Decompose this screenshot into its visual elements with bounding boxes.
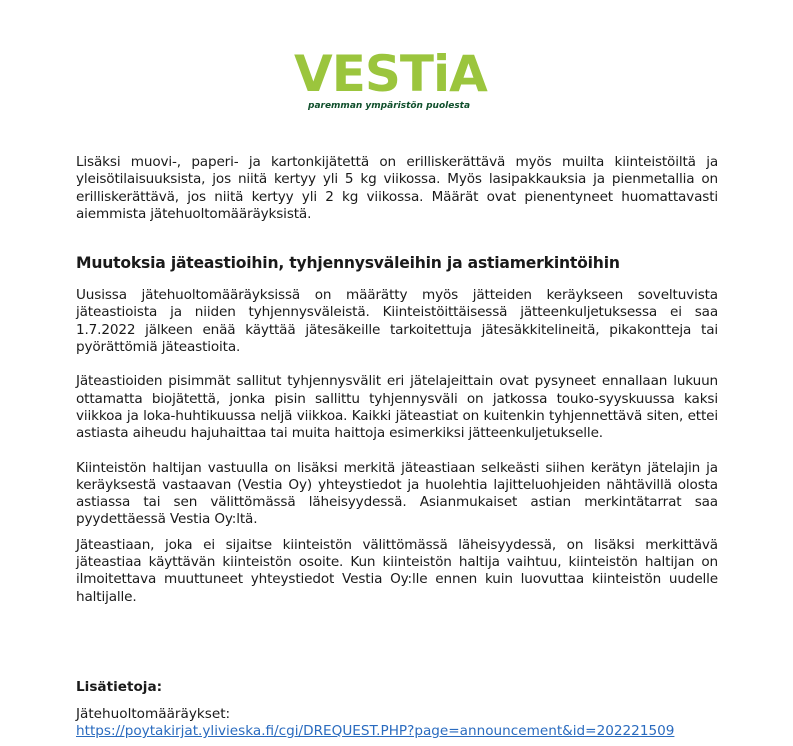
vestia-logo xyxy=(294,45,487,115)
paragraph-container-rules: Uusissa jätehuoltomääräyksissä on määrätty myös jätteiden keräykseen soveltuvista jäteastioista ja niiden tyhjennysväleistä. Kiinteistöittäisessä jätteenkuljetuksessa ei saa 1.7.2022 jälkeen enää käyttää jätesäkeille tarkoitettuja jätesäkkitelineitä, pikakontteja tai pyörättömiä jäteastioita. xyxy=(76,287,718,356)
regulations-link[interactable]: https://poytakirjat.ylivieska.fi/cgi/DREQUEST.PHP?page=announcement&id=202221509 xyxy=(76,723,675,739)
paragraph-recycling-limits: Lisäksi muovi-, paperi- ja kartonkijätettä on erilliskerättävä myös muilta kiinteistöiltä ja yleisötilaisuuksista, jos niitä kertyy yli 5 kg viikossa. Myös lasipakkauksia ja pienmetallia on erilliskerättävä, jos niitä kertyy yli 2 kg viikossa. Määrät ovat pienentyneet huomattavasti aiemmista jätehuoltomääräyksistä. xyxy=(76,154,718,222)
section-heading: Muutoksia jäteastioihin, tyhjennysväleihin ja astiamerkintöihin xyxy=(76,254,620,273)
paragraph-container-labeling: Kiinteistön haltijan vastuulla on lisäksi merkitä jäteastiaan selkeästi siihen kerätyn jätelajin ja keräyksestä vastaavan (Vestia Oy) yhteystiedot ja huolehtia lajitteluohjeiden nähtävillä olosta astiassa tai sen välittömässä läheisyydessä. Asianmukaiset astian merkintätarrat saa pyydettäessä Vestia Oy:ltä. xyxy=(76,459,718,528)
more-info-title: Lisätietoja: xyxy=(76,679,163,695)
document-body xyxy=(76,154,718,606)
more-info-label: Jätehuoltomääräykset: xyxy=(76,706,231,722)
paragraph-emptying-intervals: Jäteastioiden pisimmät sallitut tyhjennysvälit eri jätelajeittain ovat pysyneet ennallaan lukuun ottamatta biojätettä, jonka pisin sallittu tyhjennysväli on jatkossa touko-syyskuussa kaksi viikkoa ja loka-huhtikuussa neljä viikkoa. Kaikki jäteastiat on kuitenkin tyhjennettävä siten, ettei astiasta aiheudu hajuhaittaa tai muita haittoja esimerkiksi jätteenkuljetukselle. xyxy=(76,373,718,442)
paragraph-address-marking: Jäteastiaan, joka ei sijaitse kiinteistön välittömässä läheisyydessä, on lisäksi merkittävä jäteastiaa käyttävän kiinteistön osoite. Kun kiinteistön haltija vaihtuu, kiinteistön haltijan on ilmoitettava muuttuneet yhteystiedot Vestia Oy:lle ennen kuin luovuttaa kiinteistön uudelle haltijalle. xyxy=(76,536,718,605)
logo-wordmark: VESTiA xyxy=(294,45,487,103)
more-info-section xyxy=(76,679,736,740)
logo-tagline: paremman ympäristön puolesta xyxy=(308,101,471,111)
